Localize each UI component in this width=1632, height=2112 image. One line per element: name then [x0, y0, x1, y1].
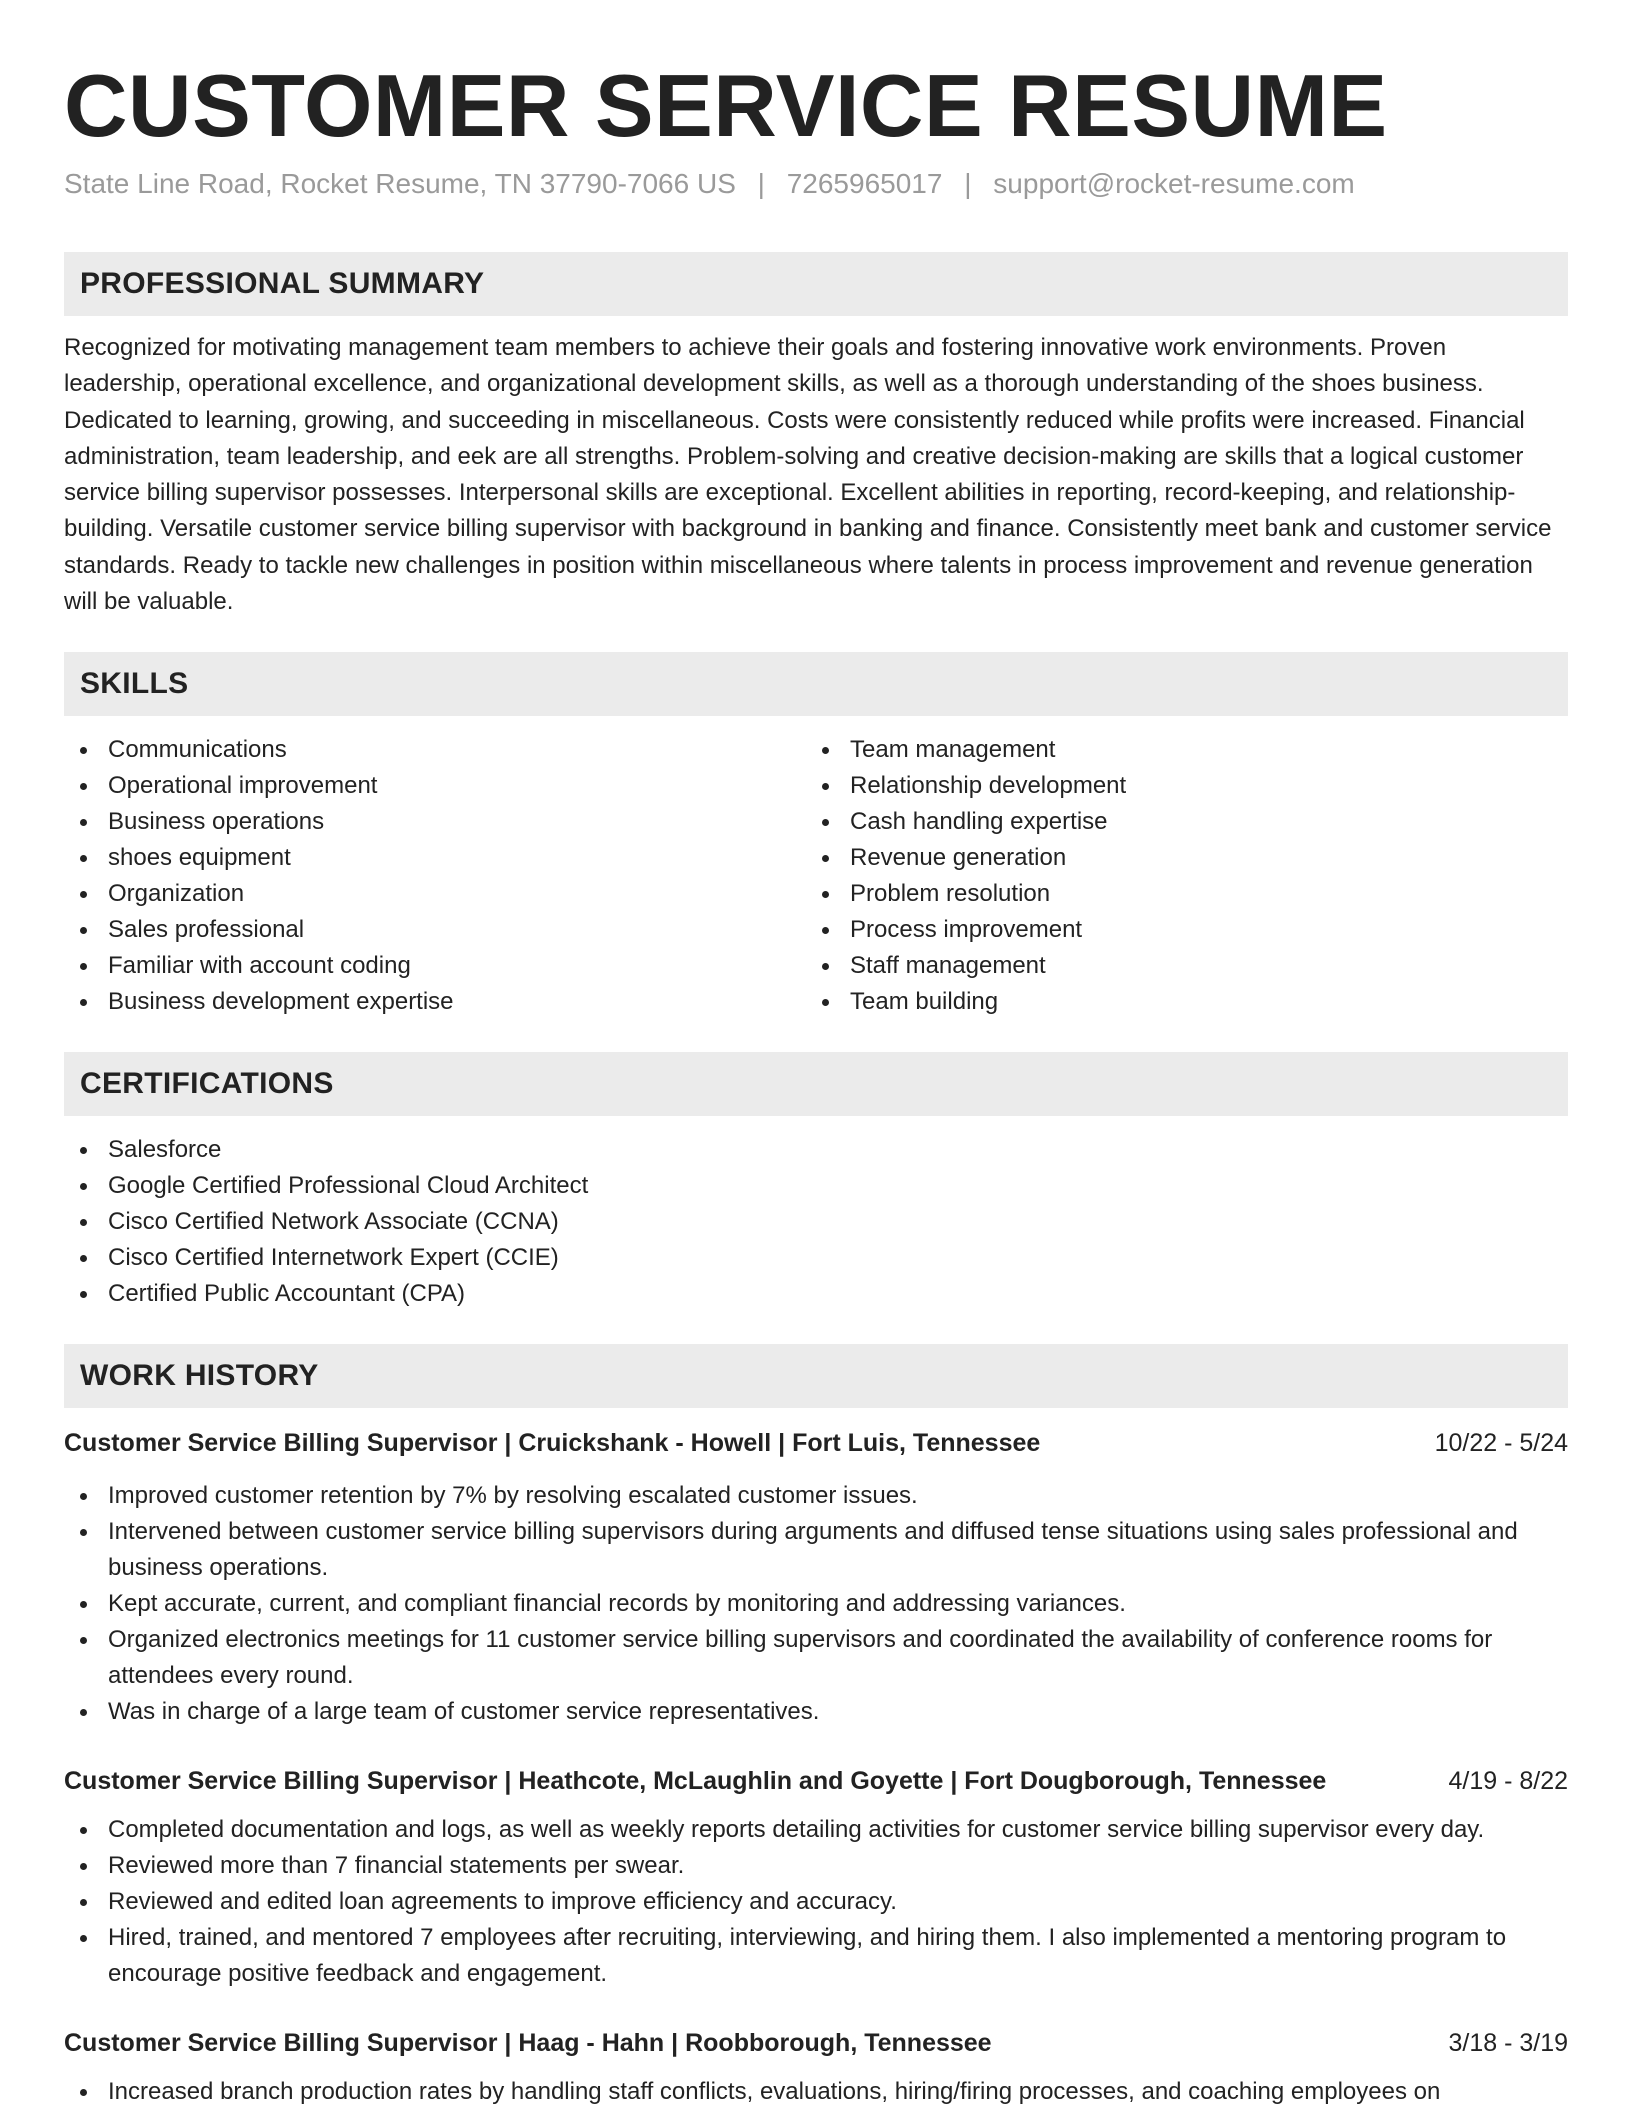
certification-item: Salesforce	[64, 1132, 1568, 1168]
skill-item: Communications	[64, 732, 806, 768]
skill-item: Cash handling expertise	[806, 804, 1548, 840]
contact-address: State Line Road, Rocket Resume, TN 37790-7066 US	[64, 168, 736, 199]
skill-item: Revenue generation	[806, 840, 1548, 876]
skill-item: Team building	[806, 984, 1548, 1020]
job-bullet: Kept accurate, current, and compliant financial records by monitoring and addressing variances.	[64, 1586, 1568, 1622]
job-entry	[64, 1426, 1568, 1730]
skills-left-list	[64, 732, 806, 1020]
job-dates: 10/22 - 5/24	[1434, 1429, 1568, 1458]
certifications-header: CERTIFICATIONS	[64, 1052, 1568, 1116]
job-dates: 3/18 - 3/19	[1448, 2029, 1568, 2058]
certifications-list	[64, 1132, 1568, 1312]
skill-item: Sales professional	[64, 912, 806, 948]
job-heading: Customer Service Billing Supervisor | Haag - Hahn | Roobborough, Tennessee	[64, 2029, 992, 2058]
summary-text: Recognized for motivating management team members to achieve their goals and fostering innovative work environments. Proven leadership, operational excellence, and organizational development skills, as well as a thorough understanding of the shoes business. Dedicated to learning, growing, and succeeding in miscellaneous. Costs were consistently reduced while profits were increased. Financial administration, team leadership, and eek are all strengths. Problem-solving and creative decision-making are skills that a logical customer service billing supervisor possesses. Interpersonal skills are exceptional. Excellent abilities in reporting, record-keeping, and relationship-building. Versatile customer service billing supervisor with background in banking and finance. Consistently meet bank and customer service standards. Ready to tackle new challenges in position within miscellaneous where talents in process improvement and revenue generation will be valuable.	[64, 334, 1552, 616]
summary-section	[64, 252, 1568, 620]
job-bullet: Completed documentation and logs, as well as weekly reports detailing activities for customer service billing supervisor every day.	[64, 1812, 1568, 1848]
contact-line	[64, 166, 1568, 202]
job-bullet: Hired, trained, and mentored 7 employees after recruiting, interviewing, and hiring them. I also implemented a mentoring program to encourage positive feedback and engagement.	[64, 1920, 1568, 1992]
contact-phone: 7265965017	[786, 168, 943, 199]
job-bullet: Improved customer retention by 7% by resolving escalated customer issues.	[64, 1478, 1568, 1514]
job-bullets	[64, 1478, 1568, 1730]
certification-item: Google Certified Professional Cloud Architect	[64, 1168, 1568, 1204]
skill-item: Business operations	[64, 804, 806, 840]
job-bullet: Increased branch production rates by handling staff conflicts, evaluations, hiring/firing processes, and coaching employees on	[64, 2074, 1568, 2110]
job-heading: Customer Service Billing Supervisor | Heathcote, McLaughlin and Goyette | Fort Dougborough, Tennessee	[64, 1767, 1327, 1796]
skill-item: Relationship development	[806, 768, 1548, 804]
resume-page	[64, 56, 1568, 2110]
job-bullet: Reviewed more than 7 financial statements per swear.	[64, 1848, 1568, 1884]
job-heading-row	[64, 1426, 1568, 1460]
skill-item: Problem resolution	[806, 876, 1548, 912]
contact-separator: |	[757, 168, 765, 199]
job-bullet: Was in charge of a large team of customer service representatives.	[64, 1694, 1568, 1730]
job-entry	[64, 2026, 1568, 2110]
skill-item: Operational improvement	[64, 768, 806, 804]
job-bullets	[64, 1812, 1568, 1992]
job-heading-row	[64, 2026, 1568, 2060]
job-bullet: Organized electronics meetings for 11 customer service billing supervisors and coordinated the availability of conference rooms for attendees every round.	[64, 1622, 1568, 1694]
certification-item: Cisco Certified Internetwork Expert (CCIE)	[64, 1240, 1568, 1276]
certification-item: Cisco Certified Network Associate (CCNA)	[64, 1204, 1568, 1240]
job-entry	[64, 1764, 1568, 1992]
skill-item: shoes equipment	[64, 840, 806, 876]
skill-item: Business development expertise	[64, 984, 806, 1020]
skill-item: Organization	[64, 876, 806, 912]
contact-email: support@rocket-resume.com	[993, 168, 1355, 199]
skill-item: Staff management	[806, 948, 1548, 984]
certification-item: Certified Public Accountant (CPA)	[64, 1276, 1568, 1312]
skills-right-list	[806, 732, 1548, 1020]
job-heading: Customer Service Billing Supervisor | Cruickshank - Howell | Fort Luis, Tennessee	[64, 1429, 1041, 1458]
job-bullet: Reviewed and edited loan agreements to improve efficiency and accuracy.	[64, 1884, 1568, 1920]
work-history-section	[64, 1344, 1568, 2110]
job-bullets	[64, 2074, 1568, 2110]
skills-grid	[64, 732, 1568, 1020]
job-heading-row	[64, 1764, 1568, 1798]
skill-item: Process improvement	[806, 912, 1548, 948]
skills-header: SKILLS	[64, 652, 1568, 716]
skill-item: Team management	[806, 732, 1548, 768]
contact-separator: |	[964, 168, 972, 199]
certifications-section	[64, 1052, 1568, 1312]
job-dates: 4/19 - 8/22	[1448, 1767, 1568, 1796]
skill-item: Familiar with account coding	[64, 948, 806, 984]
job-bullet: Intervened between customer service billing supervisors during arguments and diffused tense situations using sales professional and business operations.	[64, 1514, 1568, 1586]
work-history-header: WORK HISTORY	[64, 1344, 1568, 1408]
summary-header: PROFESSIONAL SUMMARY	[64, 252, 1568, 316]
resume-title: CUSTOMER SERVICE RESUME	[64, 56, 1388, 155]
skills-section	[64, 652, 1568, 1020]
